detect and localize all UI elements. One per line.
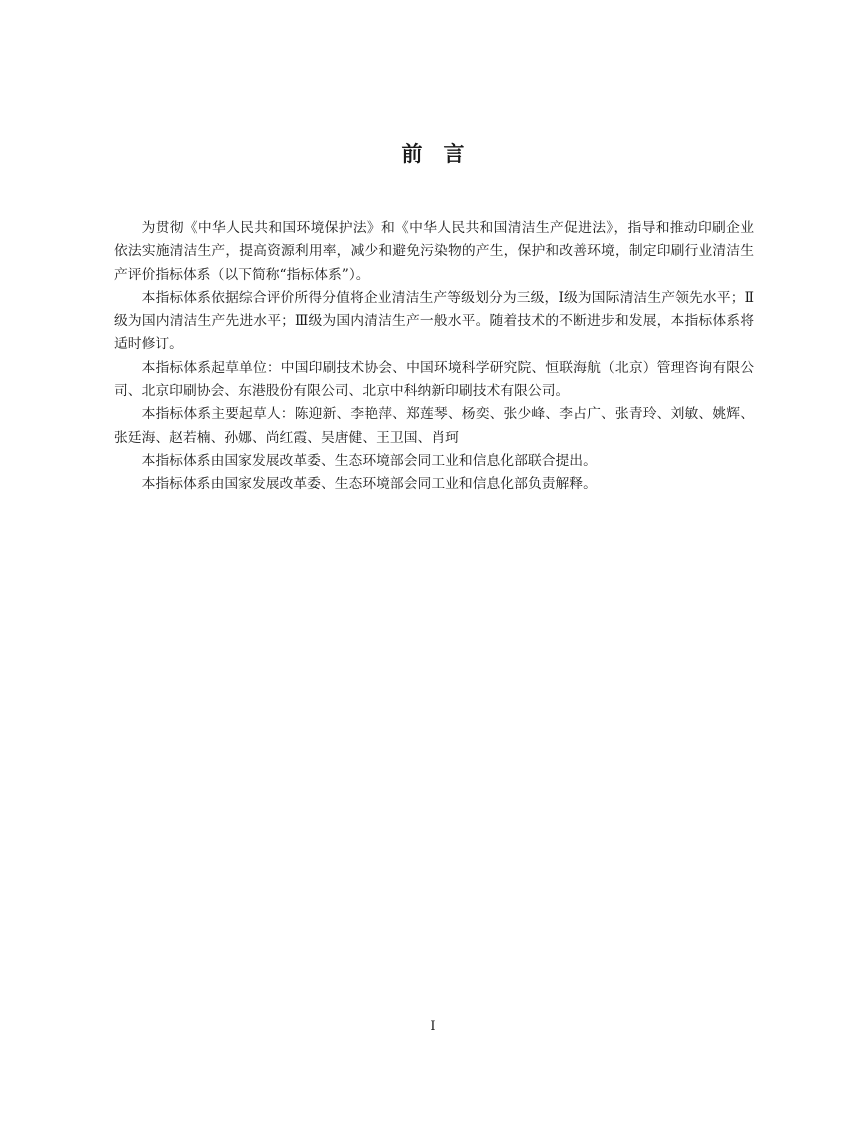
paragraph-drafting-units: 本指标体系起草单位：中国印刷技术协会、中国环境科学研究院、恒联海航（北京）管理咨询有限公司、北京印刷协会、东港股份有限公司、北京中科纳新印刷技术有限公司。 [114,359,754,400]
document-title: 前 言 [401,142,465,166]
page-number: I [430,1019,436,1034]
paragraph-grading-levels: 本指标体系依据综合评价所得分值将企业清洁生产等级划分为三级，Ⅰ级为国际清洁生产领先水平；Ⅱ级为国内清洁生产先进水平；Ⅲ级为国内清洁生产一般水平。随着技术的不断进步和发展，本指标体系将适时修订。 [114,289,754,353]
paragraph-main-drafters: 本指标体系主要起草人：陈迎新、李艳萍、郑莲琴、杨奕、张少峰、李占广、张青玲、刘敏、姚辉、张廷海、赵若楠、孙娜、尚红霞、吴唐健、王卫国、肖珂 [114,406,754,446]
paragraph-purpose: 为贯彻《中华人民共和国环境保护法》和《中华人民共和国清洁生产促进法》，指导和推动印刷企业依法实施清洁生产，提高资源利用率，减少和避免污染物的产生，保护和改善环境，制定印刷行业清洁生产评价指标体系（以下简称“指标体系”）。 [114,220,754,283]
document-body [114,217,754,497]
paragraph-interpreted-by: 本指标体系由国家发展改革委、生态环境部会同工业和信息化部负责解释。 [141,476,597,493]
paragraph-proposed-by: 本指标体系由国家发展改革委、生态环境部会同工业和信息化部联合提出。 [141,452,597,469]
